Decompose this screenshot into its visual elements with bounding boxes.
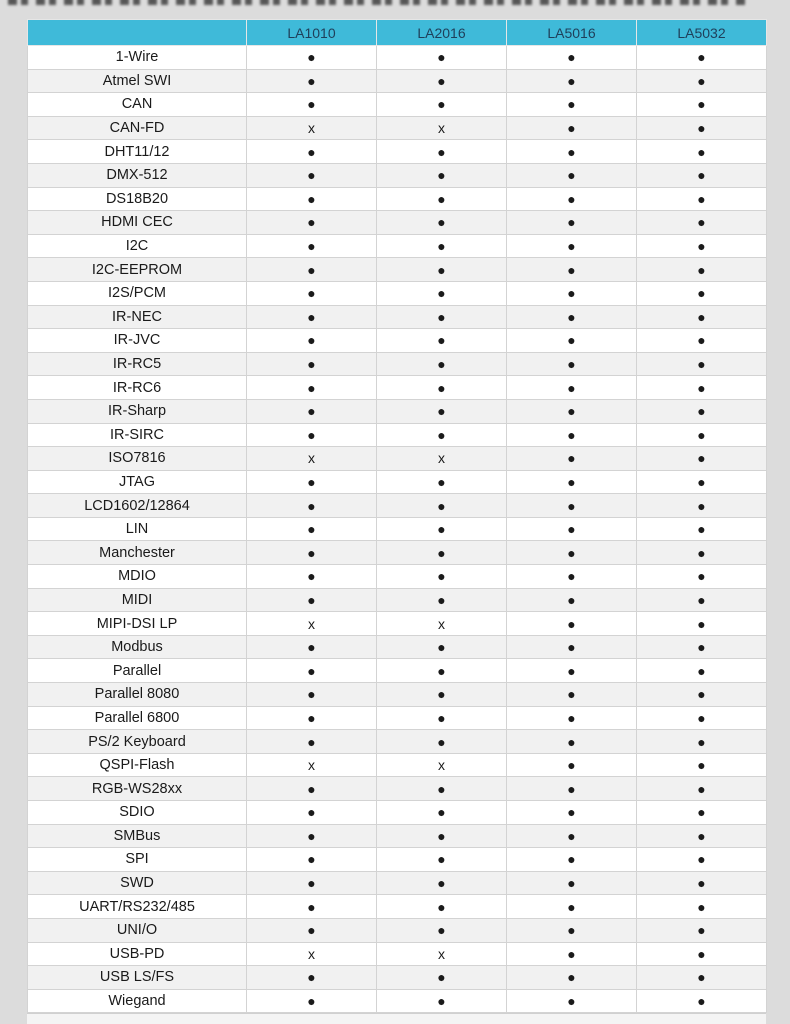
protocol-name-cell: LIN (28, 517, 247, 541)
support-mark-cell: ● (637, 635, 767, 659)
support-mark-cell: ● (377, 376, 507, 400)
support-mark-cell: ● (637, 305, 767, 329)
support-mark-cell: ● (377, 730, 507, 754)
support-mark-cell: ● (507, 305, 637, 329)
support-mark-cell: x (377, 447, 507, 471)
support-mark-cell: ● (377, 423, 507, 447)
table-row (28, 918, 767, 942)
support-mark-cell: ● (507, 140, 637, 164)
support-mark-cell: ● (377, 258, 507, 282)
table-row (28, 187, 767, 211)
table-row (28, 730, 767, 754)
protocol-name-cell: IR-NEC (28, 305, 247, 329)
support-mark-cell: ● (637, 470, 767, 494)
support-mark-cell: ● (507, 848, 637, 872)
table-row (28, 753, 767, 777)
support-mark-cell: ● (377, 69, 507, 93)
support-mark-cell: ● (637, 588, 767, 612)
support-mark-cell: ● (247, 895, 377, 919)
support-mark-cell: ● (377, 635, 507, 659)
support-mark-cell: ● (637, 517, 767, 541)
support-mark-cell: ● (247, 730, 377, 754)
table-row (28, 140, 767, 164)
support-mark-cell: ● (377, 187, 507, 211)
support-mark-cell: ● (637, 494, 767, 518)
support-mark-cell: ● (247, 565, 377, 589)
support-mark-cell: ● (507, 777, 637, 801)
protocol-name-cell: IR-JVC (28, 329, 247, 353)
support-mark-cell: ● (247, 966, 377, 990)
support-mark-cell: ● (247, 588, 377, 612)
support-mark-cell: ● (247, 329, 377, 353)
support-mark-cell: ● (507, 588, 637, 612)
protocol-name-cell: IR-RC5 (28, 352, 247, 376)
header-la5016: LA5016 (507, 20, 637, 46)
table-body (28, 46, 767, 1013)
table-footer-edge (27, 1013, 766, 1024)
support-mark-cell: ● (507, 211, 637, 235)
support-mark-cell: ● (377, 824, 507, 848)
support-mark-cell: ● (637, 69, 767, 93)
table-row (28, 966, 767, 990)
protocol-name-cell: SWD (28, 871, 247, 895)
table-row (28, 565, 767, 589)
support-mark-cell: x (377, 612, 507, 636)
support-mark-cell: ● (377, 494, 507, 518)
support-mark-cell: ● (507, 470, 637, 494)
cropped-heading-strip (0, 0, 790, 18)
support-mark-cell: ● (247, 706, 377, 730)
support-mark-cell: ● (637, 989, 767, 1013)
support-mark-cell: ● (377, 895, 507, 919)
protocol-name-cell: IR-SIRC (28, 423, 247, 447)
protocol-name-cell: I2C (28, 234, 247, 258)
protocol-name-cell: CAN (28, 93, 247, 117)
support-mark-cell: ● (377, 989, 507, 1013)
table-row (28, 659, 767, 683)
support-mark-cell: ● (247, 187, 377, 211)
support-mark-cell: ● (507, 659, 637, 683)
support-mark-cell: ● (247, 918, 377, 942)
support-mark-cell: ● (637, 140, 767, 164)
support-mark-cell: x (247, 942, 377, 966)
support-mark-cell: ● (637, 187, 767, 211)
support-mark-cell: ● (507, 895, 637, 919)
support-mark-cell: ● (507, 517, 637, 541)
support-mark-cell: x (377, 116, 507, 140)
protocol-name-cell: PS/2 Keyboard (28, 730, 247, 754)
support-mark-cell: ● (377, 211, 507, 235)
support-mark-cell: ● (247, 376, 377, 400)
table-row (28, 399, 767, 423)
support-mark-cell: ● (377, 93, 507, 117)
table-row (28, 588, 767, 612)
support-mark-cell: ● (247, 305, 377, 329)
support-mark-cell: ● (507, 942, 637, 966)
support-mark-cell: ● (507, 989, 637, 1013)
support-mark-cell: ● (507, 399, 637, 423)
protocol-name-cell: SDIO (28, 801, 247, 825)
support-mark-cell: ● (377, 470, 507, 494)
support-mark-cell: ● (507, 423, 637, 447)
support-mark-cell: ● (507, 753, 637, 777)
support-mark-cell: x (247, 116, 377, 140)
support-mark-cell: ● (507, 93, 637, 117)
table-row (28, 46, 767, 70)
support-mark-cell: x (247, 753, 377, 777)
support-mark-cell: ● (637, 966, 767, 990)
support-mark-cell: ● (247, 281, 377, 305)
support-mark-cell: ● (637, 683, 767, 707)
support-mark-cell: ● (637, 706, 767, 730)
support-mark-cell: ● (507, 447, 637, 471)
table-header-row (28, 20, 767, 46)
support-mark-cell: ● (377, 871, 507, 895)
support-mark-cell: ● (507, 824, 637, 848)
protocol-name-cell: SPI (28, 848, 247, 872)
support-mark-cell: ● (637, 753, 767, 777)
support-mark-cell: ● (247, 163, 377, 187)
protocol-name-cell: Parallel 6800 (28, 706, 247, 730)
support-mark-cell: ● (637, 848, 767, 872)
protocol-name-cell: RGB-WS28xx (28, 777, 247, 801)
table-row (28, 895, 767, 919)
support-mark-cell: ● (377, 281, 507, 305)
protocol-name-cell: I2S/PCM (28, 281, 247, 305)
table-row (28, 258, 767, 282)
support-mark-cell: ● (507, 918, 637, 942)
support-mark-cell: ● (377, 848, 507, 872)
table-row (28, 706, 767, 730)
support-mark-cell: ● (637, 918, 767, 942)
table-row (28, 494, 767, 518)
protocol-name-cell: CAN-FD (28, 116, 247, 140)
support-mark-cell: ● (637, 777, 767, 801)
support-mark-cell: ● (507, 683, 637, 707)
support-mark-cell: ● (507, 612, 637, 636)
support-mark-cell: ● (247, 635, 377, 659)
support-mark-cell: ● (247, 801, 377, 825)
support-mark-cell: ● (247, 848, 377, 872)
table-row (28, 163, 767, 187)
table-row (28, 635, 767, 659)
protocol-name-cell: UNI/O (28, 918, 247, 942)
protocol-name-cell: DMX-512 (28, 163, 247, 187)
support-mark-cell: ● (507, 966, 637, 990)
support-mark-cell: ● (247, 871, 377, 895)
table-row (28, 824, 767, 848)
support-mark-cell: ● (377, 399, 507, 423)
support-mark-cell: ● (637, 824, 767, 848)
support-mark-cell: ● (637, 116, 767, 140)
table-row (28, 989, 767, 1013)
support-mark-cell: ● (637, 541, 767, 565)
table-row (28, 942, 767, 966)
header-protocol (28, 20, 247, 46)
support-mark-cell: ● (507, 635, 637, 659)
support-mark-cell: ● (637, 659, 767, 683)
support-mark-cell: ● (507, 234, 637, 258)
support-mark-cell: ● (637, 234, 767, 258)
table-row (28, 352, 767, 376)
support-mark-cell: ● (247, 258, 377, 282)
support-mark-cell: ● (247, 494, 377, 518)
table-row (28, 470, 767, 494)
protocol-name-cell: MIPI-DSI LP (28, 612, 247, 636)
support-mark-cell: ● (637, 399, 767, 423)
support-mark-cell: ● (637, 447, 767, 471)
support-mark-cell: ● (507, 871, 637, 895)
support-mark-cell: ● (637, 423, 767, 447)
support-mark-cell: ● (247, 140, 377, 164)
support-mark-cell: ● (247, 352, 377, 376)
support-mark-cell: x (377, 753, 507, 777)
support-mark-cell: ● (637, 376, 767, 400)
support-mark-cell: ● (247, 659, 377, 683)
table-row (28, 541, 767, 565)
support-mark-cell: ● (377, 140, 507, 164)
table-row (28, 423, 767, 447)
support-mark-cell: ● (247, 93, 377, 117)
support-mark-cell: ● (377, 706, 507, 730)
protocol-name-cell: UART/RS232/485 (28, 895, 247, 919)
table-row (28, 329, 767, 353)
support-mark-cell: ● (377, 163, 507, 187)
protocol-name-cell: ISO7816 (28, 447, 247, 471)
header-la5032: LA5032 (637, 20, 767, 46)
table-row (28, 848, 767, 872)
support-mark-cell: ● (507, 376, 637, 400)
protocol-name-cell: DHT11/12 (28, 140, 247, 164)
protocol-name-cell: USB-PD (28, 942, 247, 966)
table-row (28, 612, 767, 636)
protocol-name-cell: Modbus (28, 635, 247, 659)
protocol-name-cell: I2C-EEPROM (28, 258, 247, 282)
protocol-name-cell: USB LS/FS (28, 966, 247, 990)
support-mark-cell: ● (377, 966, 507, 990)
support-mark-cell: ● (247, 777, 377, 801)
support-mark-cell: ● (637, 612, 767, 636)
support-mark-cell: ● (507, 801, 637, 825)
support-mark-cell: ● (637, 352, 767, 376)
support-mark-cell: ● (507, 706, 637, 730)
header-la1010: LA1010 (247, 20, 377, 46)
support-mark-cell: ● (377, 541, 507, 565)
support-mark-cell: x (247, 447, 377, 471)
protocol-name-cell: QSPI-Flash (28, 753, 247, 777)
table-row (28, 211, 767, 235)
protocol-name-cell: Parallel 8080 (28, 683, 247, 707)
support-mark-cell: ● (637, 93, 767, 117)
support-mark-cell: ● (247, 423, 377, 447)
support-mark-cell: ● (247, 46, 377, 70)
support-mark-cell: ● (637, 281, 767, 305)
support-mark-cell: ● (247, 824, 377, 848)
support-mark-cell: ● (377, 588, 507, 612)
table-row (28, 93, 767, 117)
support-mark-cell: ● (507, 565, 637, 589)
table-row (28, 871, 767, 895)
header-la2016: LA2016 (377, 20, 507, 46)
support-mark-cell: ● (507, 329, 637, 353)
support-mark-cell: ● (377, 565, 507, 589)
support-mark-cell: ● (247, 683, 377, 707)
protocol-name-cell: Parallel (28, 659, 247, 683)
support-mark-cell: ● (247, 69, 377, 93)
support-mark-cell: ● (637, 730, 767, 754)
protocol-name-cell: HDMI CEC (28, 211, 247, 235)
support-mark-cell: ● (637, 211, 767, 235)
support-mark-cell: ● (377, 352, 507, 376)
support-mark-cell: ● (377, 918, 507, 942)
protocol-name-cell: 1-Wire (28, 46, 247, 70)
support-mark-cell: ● (247, 399, 377, 423)
protocol-name-cell: MDIO (28, 565, 247, 589)
protocol-name-cell: Atmel SWI (28, 69, 247, 93)
support-mark-cell: ● (637, 565, 767, 589)
support-mark-cell: ● (377, 683, 507, 707)
support-mark-cell: ● (247, 470, 377, 494)
support-mark-cell: ● (377, 234, 507, 258)
support-mark-cell: ● (507, 352, 637, 376)
support-mark-cell: ● (637, 801, 767, 825)
table-row (28, 376, 767, 400)
table-row (28, 116, 767, 140)
support-mark-cell: ● (507, 281, 637, 305)
support-mark-cell: ● (247, 989, 377, 1013)
support-mark-cell: ● (507, 258, 637, 282)
support-mark-cell: ● (377, 46, 507, 70)
support-mark-cell: x (247, 612, 377, 636)
support-mark-cell: ● (377, 517, 507, 541)
support-mark-cell: ● (247, 211, 377, 235)
table-row (28, 777, 767, 801)
support-mark-cell: ● (637, 258, 767, 282)
table-row (28, 281, 767, 305)
protocol-name-cell: JTAG (28, 470, 247, 494)
support-mark-cell: ● (637, 871, 767, 895)
protocol-name-cell: DS18B20 (28, 187, 247, 211)
protocol-name-cell: IR-Sharp (28, 399, 247, 423)
support-mark-cell: ● (637, 163, 767, 187)
table-row (28, 683, 767, 707)
support-mark-cell: ● (507, 69, 637, 93)
support-mark-cell: ● (507, 541, 637, 565)
protocol-name-cell: Manchester (28, 541, 247, 565)
support-mark-cell: ● (637, 895, 767, 919)
support-mark-cell: ● (377, 329, 507, 353)
protocol-name-cell: IR-RC6 (28, 376, 247, 400)
protocol-compatibility-table (27, 19, 767, 1013)
support-mark-cell: ● (247, 517, 377, 541)
support-mark-cell: ● (247, 541, 377, 565)
cropped-heading-text (8, 0, 748, 5)
support-mark-cell: ● (637, 942, 767, 966)
support-mark-cell: ● (507, 187, 637, 211)
table-row (28, 801, 767, 825)
protocol-name-cell: Wiegand (28, 989, 247, 1013)
support-mark-cell: ● (377, 777, 507, 801)
support-mark-cell: x (377, 942, 507, 966)
protocol-name-cell: LCD1602/12864 (28, 494, 247, 518)
table-row (28, 447, 767, 471)
protocol-name-cell: SMBus (28, 824, 247, 848)
support-mark-cell: ● (507, 163, 637, 187)
support-mark-cell: ● (637, 46, 767, 70)
support-mark-cell: ● (507, 116, 637, 140)
table-row (28, 234, 767, 258)
protocol-name-cell: MIDI (28, 588, 247, 612)
support-mark-cell: ● (247, 234, 377, 258)
support-mark-cell: ● (507, 494, 637, 518)
table-row (28, 517, 767, 541)
table-row (28, 305, 767, 329)
support-mark-cell: ● (507, 730, 637, 754)
support-mark-cell: ● (377, 305, 507, 329)
support-mark-cell: ● (377, 801, 507, 825)
support-mark-cell: ● (377, 659, 507, 683)
support-mark-cell: ● (507, 46, 637, 70)
table-row (28, 69, 767, 93)
support-mark-cell: ● (637, 329, 767, 353)
